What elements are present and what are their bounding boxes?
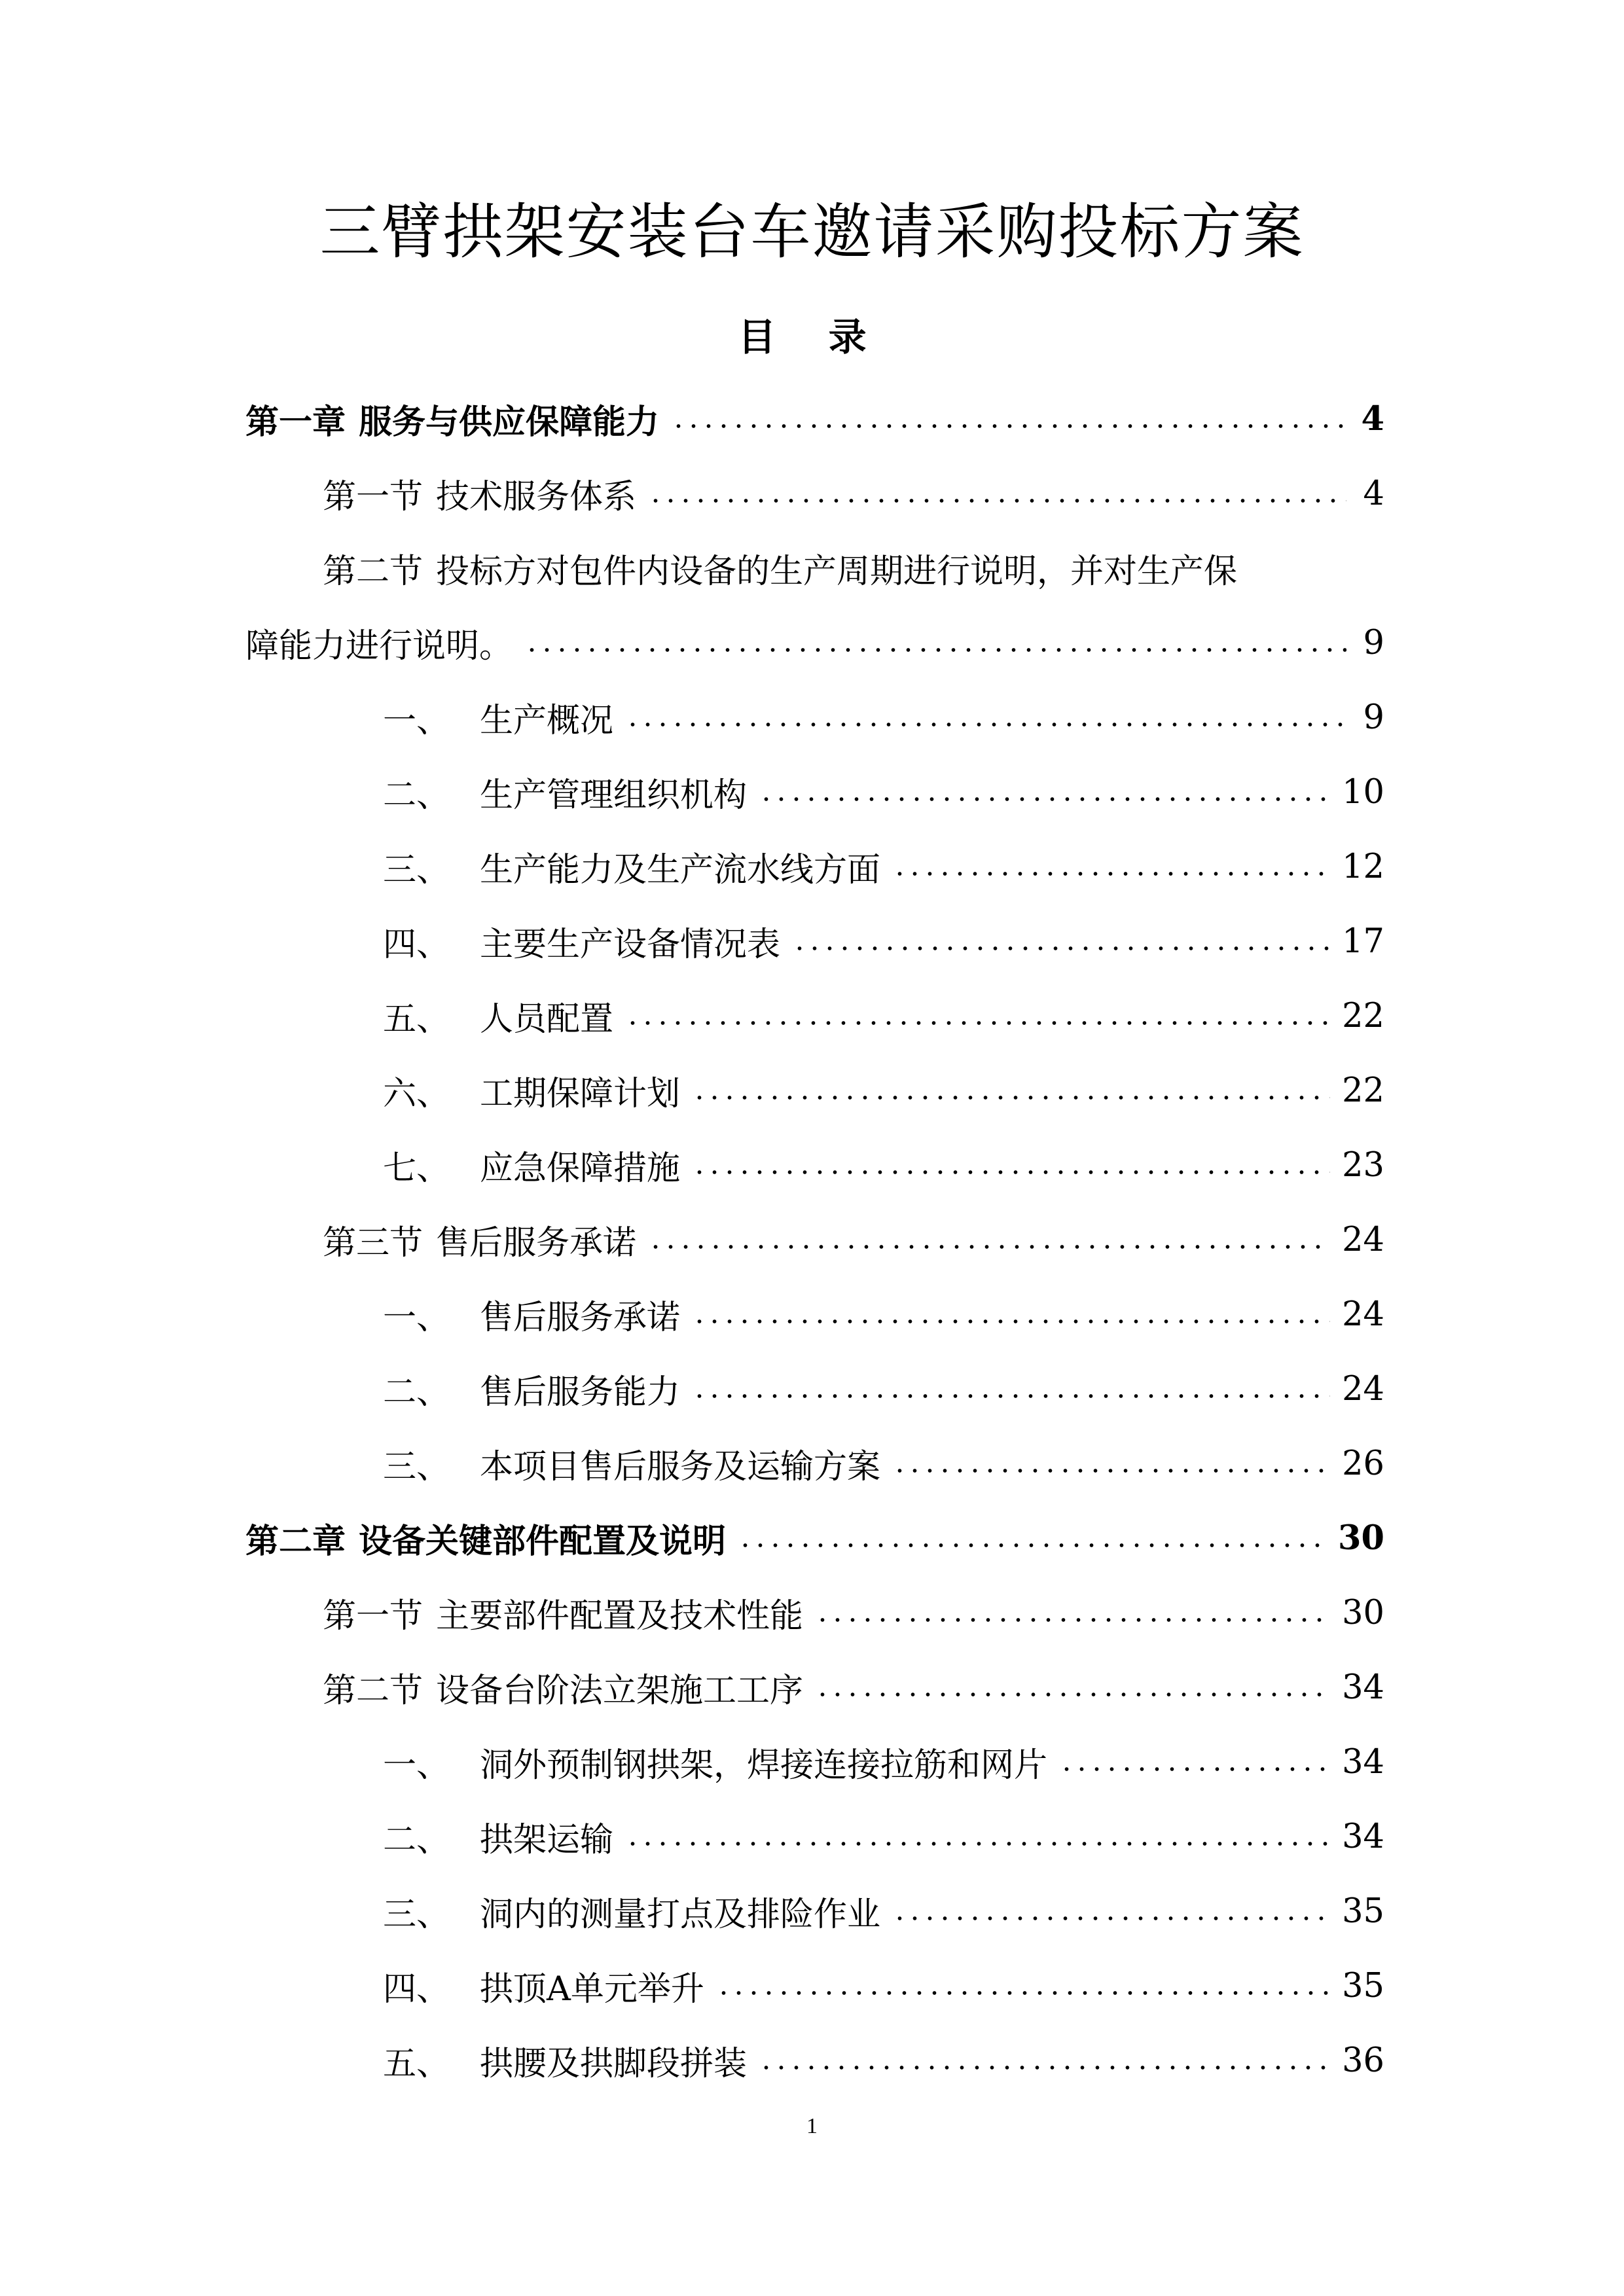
toc-entry-text: 应急保障措施	[480, 1149, 681, 1188]
toc-entry-page: 35	[1342, 1892, 1384, 1931]
toc-entry-number: 三、	[383, 1448, 450, 1486]
toc-entry-number: 三、	[383, 851, 450, 889]
toc-entry[interactable]	[245, 1426, 1384, 1501]
toc-leader-dots	[738, 1543, 1326, 1547]
toc-leader-dots	[892, 1469, 1330, 1473]
toc-leader-dots	[1059, 1767, 1330, 1771]
toc-entry-number: 第一章	[245, 403, 346, 442]
toc-entry-page: 22	[1342, 1071, 1384, 1110]
toc-entry-page: 24	[1342, 1295, 1384, 1334]
toc-entry[interactable]	[245, 456, 1384, 531]
toc-leader-dots	[892, 872, 1330, 876]
toc-leader-dots	[815, 1618, 1330, 1622]
toc-entry-page: 9	[1363, 623, 1384, 662]
toc-entry-number: 四、	[383, 1970, 450, 2009]
toc-entry-page: 30	[1342, 1593, 1384, 1632]
toc-entry[interactable]	[245, 2023, 1384, 2098]
toc-entry-text: 人员配置	[480, 1000, 614, 1039]
toc-entry-number: 五、	[383, 1000, 450, 1039]
toc-entry-number: 二、	[383, 1821, 450, 1859]
toc-entry[interactable]	[245, 1501, 1384, 1575]
toc-entry[interactable]	[245, 1948, 1384, 2023]
page-number: 1	[806, 2114, 818, 2138]
toc-leader-dots	[892, 1916, 1330, 1920]
toc-entry-page: 4	[1363, 474, 1384, 513]
toc-leader-dots	[815, 1693, 1330, 1696]
toc-entry-text: 主要生产设备情况表	[480, 925, 781, 964]
toc-leader-dots	[625, 1021, 1330, 1025]
toc-entry[interactable]	[245, 531, 1384, 605]
toc-entry-continuation[interactable]	[245, 605, 1384, 680]
toc-leader-dots	[625, 723, 1346, 726]
toc-entry-number: 第一节	[323, 478, 424, 516]
toc-entry[interactable]	[245, 1053, 1384, 1128]
toc-entry[interactable]	[245, 1277, 1384, 1352]
toc-entry-text: 售后服务能力	[480, 1373, 681, 1412]
toc-entry-page: 35	[1342, 1966, 1384, 2005]
toc-entry[interactable]	[245, 1799, 1384, 1874]
toc-leader-dots	[671, 424, 1346, 428]
toc-entry-number: 第二节	[323, 552, 424, 591]
toc-entry-text: 售后服务承诺	[480, 1299, 681, 1337]
toc-entry[interactable]	[245, 1575, 1384, 1650]
toc-entry-text: 生产概况	[480, 702, 614, 740]
toc-leader-dots	[692, 1319, 1330, 1323]
toc-entry-text: 服务与供应保障能力	[359, 403, 660, 442]
toc-entry-text: 设备关键部件配置及说明	[359, 1522, 727, 1561]
toc-entry-number: 六、	[383, 1075, 450, 1113]
toc-entry-number: 第二章	[245, 1522, 346, 1561]
toc-heading: 目 录	[738, 315, 886, 359]
toc-entry-page: 36	[1342, 2041, 1384, 2080]
toc-entry[interactable]	[245, 1128, 1384, 1202]
toc-entry-text: 本项目售后服务及运输方案	[480, 1448, 881, 1486]
toc-leader-dots	[792, 946, 1330, 950]
toc-entry-text: 设备台阶法立架施工工序	[436, 1672, 804, 1710]
toc-entry[interactable]	[245, 680, 1384, 755]
toc-entry-page: 24	[1342, 1369, 1384, 1408]
toc-entry-page: 17	[1342, 922, 1384, 961]
toc-leader-dots	[524, 648, 1346, 652]
toc-leader-dots	[625, 1842, 1330, 1846]
toc-entry-text: 拱架运输	[480, 1821, 614, 1859]
document-title: 三臂拱架安装台车邀请采购投标方案	[319, 197, 1305, 267]
toc-leader-dots	[759, 2066, 1330, 2070]
toc-entry-number: 二、	[383, 776, 450, 815]
toc-leader-dots	[648, 1245, 1330, 1249]
toc-entry-number: 四、	[383, 925, 450, 964]
toc-entry-page: 9	[1363, 698, 1384, 737]
toc-entry-number: 七、	[383, 1149, 450, 1188]
toc-entry-text: 售后服务承诺	[436, 1224, 637, 1263]
toc-entry-text: 投标方对包件内设备的生产周期进行说明，并对生产保	[436, 552, 1238, 591]
toc-entry-text: 生产管理组织机构	[480, 776, 748, 815]
toc-entry-number: 三、	[383, 1895, 450, 1934]
toc-entry[interactable]	[245, 1874, 1384, 1948]
toc-entry-number: 一、	[383, 1299, 450, 1337]
toc-entry-number: 二、	[383, 1373, 450, 1412]
toc-entry-number: 第一节	[323, 1597, 424, 1636]
toc-entry-number: 第三节	[323, 1224, 424, 1263]
toc-entry-text: 洞内的测量打点及排险作业	[480, 1895, 881, 1934]
toc-entry-page: 26	[1342, 1444, 1384, 1483]
toc-leader-dots	[648, 499, 1346, 503]
toc-entry[interactable]	[245, 1352, 1384, 1426]
toc-entry-text: 工期保障计划	[480, 1075, 681, 1113]
toc-entry-number: 五、	[383, 2045, 450, 2083]
toc-entry-text: 洞外预制钢拱架，焊接连接拉筋和网片	[480, 1746, 1048, 1785]
toc-entry-page: 10	[1342, 772, 1384, 812]
toc-entry-text: 生产能力及生产流水线方面	[480, 851, 881, 889]
toc-entry-text: 拱顶A单元举升	[480, 1970, 704, 2009]
toc-entry-page: 22	[1342, 996, 1384, 1035]
toc-entry[interactable]	[245, 1725, 1384, 1799]
toc-leader-dots	[716, 1991, 1330, 1995]
toc-entry-page: 34	[1342, 1742, 1384, 1782]
toc-entry[interactable]	[245, 382, 1384, 456]
toc-entry-text: 技术服务体系	[436, 478, 637, 516]
toc-leader-dots	[759, 797, 1330, 801]
toc-entry-text: 主要部件配置及技术性能	[436, 1597, 804, 1636]
toc-entry-page: 4	[1361, 399, 1384, 439]
toc-entry-text: 拱腰及拱脚段拼装	[480, 2045, 748, 2083]
toc-entry[interactable]	[245, 829, 1384, 904]
toc-entry[interactable]	[245, 904, 1384, 978]
toc-entry-page: 30	[1338, 1518, 1384, 1558]
toc-entry-page: 23	[1342, 1145, 1384, 1185]
toc-leader-dots	[692, 1394, 1330, 1398]
toc-entry-page: 34	[1342, 1668, 1384, 1707]
toc-entry[interactable]	[245, 1650, 1384, 1725]
toc-leader-dots	[692, 1170, 1330, 1174]
toc-entry[interactable]	[245, 978, 1384, 1053]
toc-entry-number: 一、	[383, 1746, 450, 1785]
toc-entry[interactable]	[245, 755, 1384, 829]
table-of-contents	[245, 382, 1384, 2098]
toc-entry-page: 24	[1342, 1220, 1384, 1259]
toc-entry-continuation-text: 障能力进行说明。	[245, 627, 513, 666]
toc-leader-dots	[692, 1096, 1330, 1100]
toc-entry[interactable]	[245, 1202, 1384, 1277]
toc-entry-number: 第二节	[323, 1672, 424, 1710]
toc-entry-page: 12	[1342, 847, 1384, 886]
toc-entry-number: 一、	[383, 702, 450, 740]
toc-entry-page: 34	[1342, 1817, 1384, 1856]
